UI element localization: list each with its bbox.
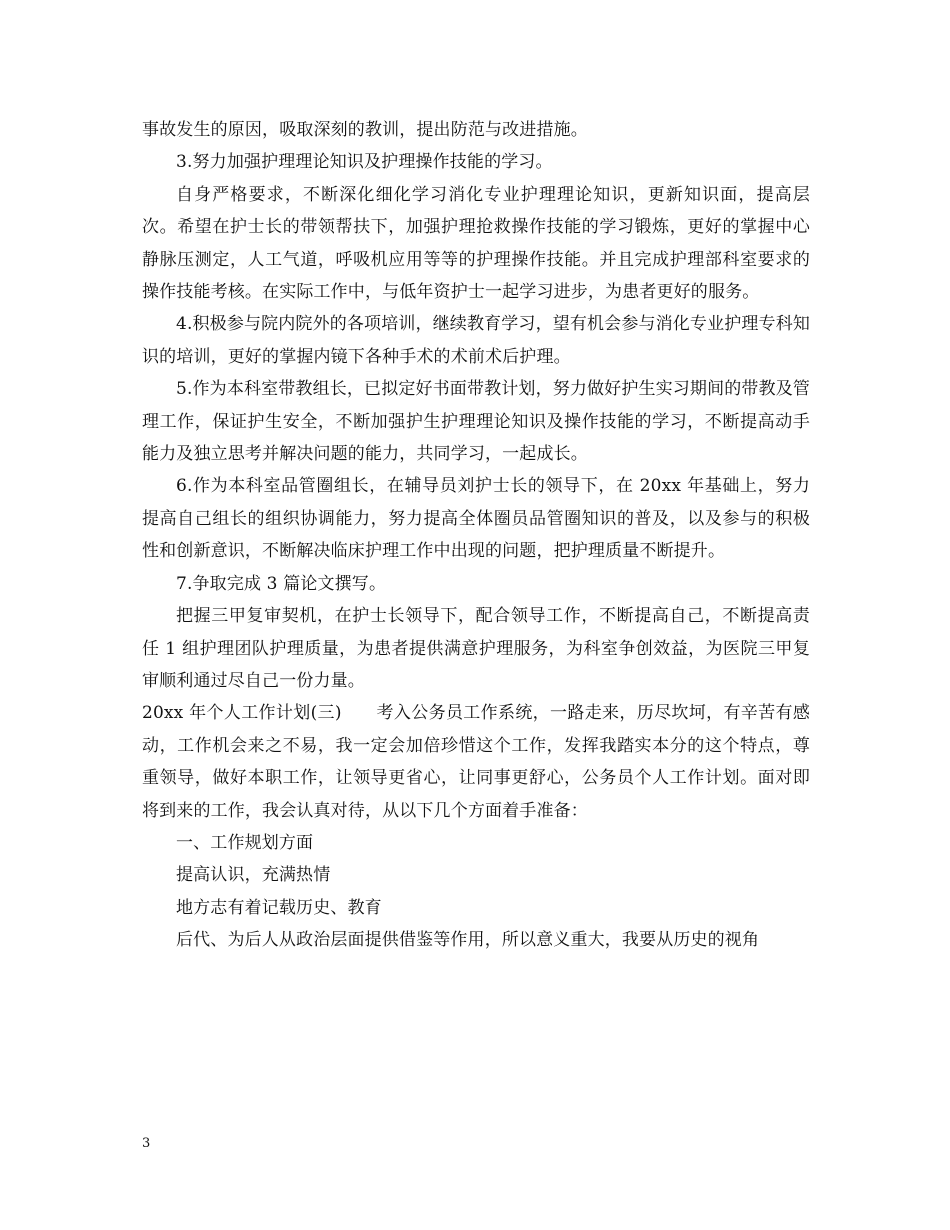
paragraph-10: 一、工作规划方面 xyxy=(176,832,314,853)
paragraph-1: 事故发生的原因，吸取深刻的教训，提出防范与改进措施。 xyxy=(142,120,588,140)
paragraph-13: 后代、为后人从政治层面提供借鉴等作用，所以意义重大，我要从历史的视角 xyxy=(176,930,760,951)
paragraph-6: 6.作为本科室品管圈组长，在辅导员刘护士长的领导下，在 20xx 年基础上，努力提高自己组长的组织协调能力，努力提高全体圈员品管圈知识的普及，以及参与的积极性和创新意识，不断解决临床护理工作中出现的问题，把护理质量不断提升。 xyxy=(142,476,810,562)
paragraph-9: 20xx 年个人工作计划(三) 考入公务员工作系统，一路走来，历尽坎坷，有辛苦有感动，工作机会来之不易，我一定会加倍珍惜这个工作，发挥我踏实本分的这个特点，尊重领导，做好本职工作，让领导更省心，让同事更舒心，公务员个人工作计划。面对即将到来的工作，我会认真对待，从以下几个方面着手准备： xyxy=(142,703,810,821)
paragraph-12: 地方志有着记载历史、教育 xyxy=(176,897,382,918)
paragraph-2: 3.努力加强护理理论知识及护理操作技能的学习。 xyxy=(176,152,553,173)
paragraph-8: 把握三甲复审契机，在护士长领导下，配合领导工作，不断提高自己，不断提高责任 1 组护理团队护理质量，为患者提供满意护理服务，为科室争创效益，为医院三甲复审顺利通过尽自己一份力量。 xyxy=(142,606,810,691)
paragraph-4: 4.积极参与院内院外的各项培训，继续教育学习，望有机会参与消化专业护理专科知识的培训，更好的掌握内镜下各种手术的术前术后护理。 xyxy=(142,314,810,367)
page-number: 3 xyxy=(142,1136,151,1151)
paragraph-3: 自身严格要求，不断深化细化学习消化专业护理理论知识，更新知识面，提高层次。希望在护士长的带领帮扶下，加强护理抢救操作技能的学习锻炼，更好的掌握中心静脉压测定，人工气道，呼吸机应用等等的护理操作技能。并且完成护理部科室要求的操作技能考核。在实际工作中，与低年资护士一起学习进步，为患者更好的服务。 xyxy=(142,184,810,303)
paragraph-7: 7.争取完成 3 篇论文撰写。 xyxy=(176,573,387,594)
document-body xyxy=(142,114,810,957)
paragraph-11: 提高认识，充满热情 xyxy=(176,865,331,886)
paragraph-5: 5.作为本科室带教组长，已拟定好书面带教计划，努力做好护生实习期间的带教及管理工作，保证护生安全，不断加强护生护理理论知识及操作技能的学习，不断提高动手能力及独立思考并解决问题的能力，共同学习，一起成长。 xyxy=(142,379,810,465)
